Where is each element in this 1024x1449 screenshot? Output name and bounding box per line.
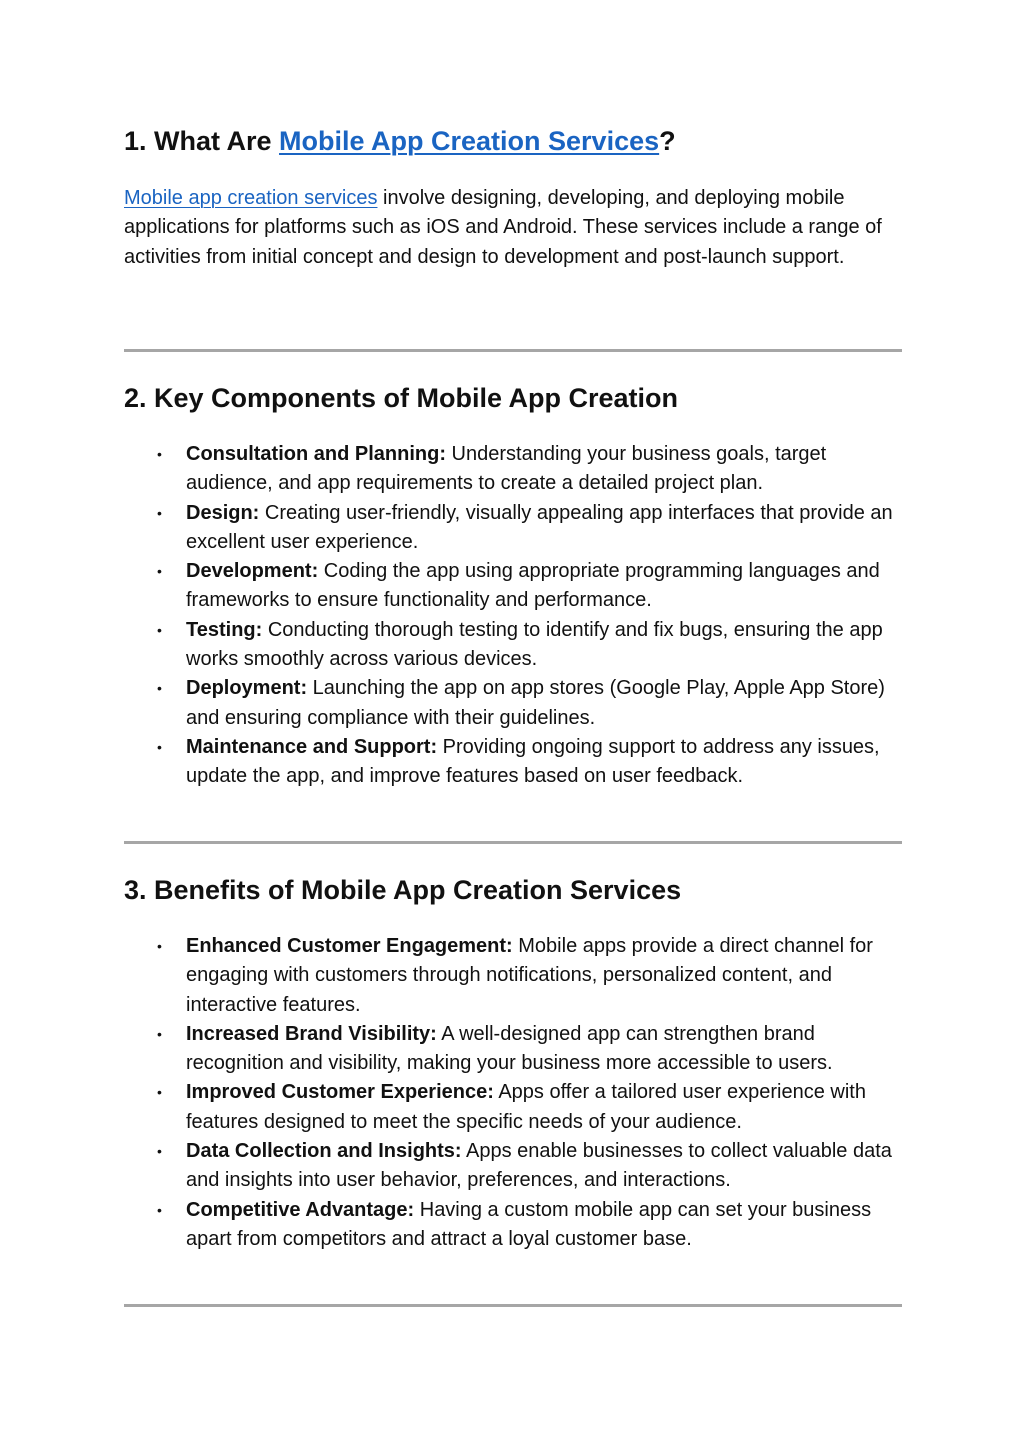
list-item [124, 1137, 902, 1196]
list-item-text: Understanding your business goals, target audience, and app requirements to create a detailed project plan. [186, 443, 827, 495]
list-item-text: Apps offer a tailored user experience with features designed to meet the specific needs of your audience. [186, 1081, 866, 1133]
section-1-heading-prefix: 1. What Are [124, 126, 280, 156]
bullet-icon: • [157, 621, 162, 638]
section-1-intro-paragraph [124, 184, 884, 272]
list-item-term: Consultation and Planning: [186, 443, 446, 465]
list-item-text: Launching the app on app stores (Google Play, Apple App Store) and ensuring compliance with their guidelines. [186, 677, 885, 729]
section-divider-3 [124, 1304, 902, 1307]
list-item-text: A well-designed app can strengthen brand recognition and visibility, making your business more accessible to users. [186, 1022, 833, 1075]
list-item-term: Enhanced Customer Engagement: [186, 935, 513, 957]
list-item-text: Conducting thorough testing to identify and fix bugs, ensuring the app works smoothly across various devices. [186, 618, 883, 671]
benefits-list [124, 932, 902, 1254]
bullet-icon: • [157, 563, 162, 580]
bullet-icon: • [157, 504, 162, 521]
list-item-term: Increased Brand Visibility: [186, 1022, 437, 1045]
list-item [124, 1078, 902, 1137]
section-1-heading-suffix: ? [659, 126, 676, 156]
list-item-term: Competitive Advantage: [186, 1198, 415, 1221]
bullet-icon: • [157, 938, 162, 954]
list-item [124, 932, 902, 1020]
bullet-icon: • [157, 1201, 162, 1218]
section-2-heading: 2. Key Components of Mobile App Creation [124, 383, 679, 413]
list-item [124, 1020, 902, 1079]
mobile-app-creation-services-heading-link[interactable]: Mobile App Creation Services [279, 126, 660, 156]
list-item-term: Improved Customer Experience: [186, 1081, 494, 1104]
list-item-text: Apps enable businesses to collect valuable data and insights into user behavior, preferences, and interactions. [186, 1140, 892, 1192]
list-item [124, 674, 902, 733]
list-item-text: Having a custom mobile app can set your business apart from competitors and attract a loyal customer base. [186, 1198, 872, 1250]
list-item-term: Development: [186, 560, 319, 583]
list-item-term: Deployment: [186, 677, 308, 700]
list-item-term: Data Collection and Insights: [186, 1140, 462, 1163]
list-item [124, 499, 902, 558]
key-components-list [124, 440, 902, 792]
mobile-app-creation-services-link[interactable]: Mobile app creation services [124, 187, 378, 209]
list-item-text: Providing ongoing support to address any issues, update the app, and improve features based on user feedback. [186, 735, 880, 788]
section-1-intro-text: involve designing, developing, and deploying mobile applications for platforms such as iOS and Android. These services include a range of activities from initial concept and design to development and post-launch support. [124, 187, 882, 268]
bullet-icon: • [157, 738, 162, 755]
list-item [124, 616, 902, 675]
list-item-text: Mobile apps provide a direct channel for engaging with customers through notifications, personalized content, and interactive features. [186, 935, 873, 1016]
list-item-text: Creating user-friendly, visually appealing app interfaces that provide an excellent user experience. [186, 501, 893, 553]
list-item-term: Testing: [186, 618, 263, 641]
bullet-icon: • [157, 1025, 162, 1042]
bullet-icon: • [157, 446, 162, 462]
list-item [124, 1196, 902, 1255]
section-3-heading: 3. Benefits of Mobile App Creation Services [124, 875, 682, 905]
list-item [124, 440, 902, 499]
bullet-icon: • [157, 680, 162, 697]
list-item [124, 557, 902, 616]
list-item-term: Design: [186, 501, 260, 524]
bullet-icon: • [157, 1084, 162, 1101]
bullet-icon: • [157, 1143, 162, 1160]
list-item [124, 733, 902, 792]
section-divider-2 [124, 841, 902, 844]
section-1-heading [124, 124, 676, 158]
section-divider-1 [124, 349, 902, 352]
list-item-term: Maintenance and Support: [186, 735, 438, 758]
list-item-text: Coding the app using appropriate programming languages and frameworks to ensure functionality and performance. [186, 560, 880, 612]
